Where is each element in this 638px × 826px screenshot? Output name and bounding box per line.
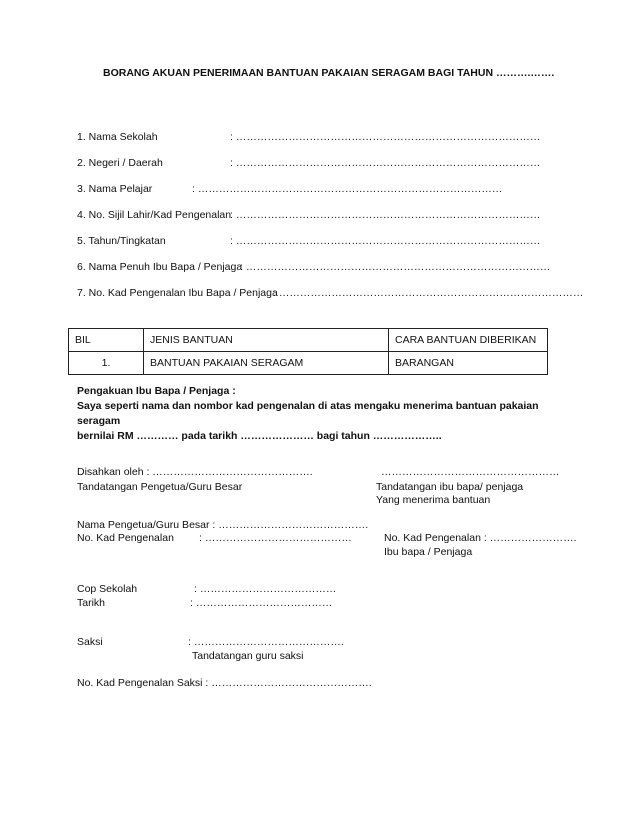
aid-table [68,328,548,375]
no-kp-pengetua-field[interactable]: : …………………………………… [199,532,352,544]
table-cell-cara-bantuan: BARANGAN [389,352,548,375]
nama-pengetua-field[interactable]: Nama Pengetua/Guru Besar : ……………………………………. [77,519,369,531]
table-row [69,352,548,375]
field-label-nama-ibu-bapa: 6. Nama Penuh Ibu Bapa / Penjaga [77,261,243,273]
ibu-bapa-penjaga-label: Ibu bapa / Penjaga [384,546,473,558]
field-label-nama-sekolah: 1. Nama Sekolah [77,131,158,143]
declaration-line-2: bernilai RM ………… pada tarikh ………………… bagi tahun ……………….. [77,430,442,442]
field-label-tahun-tingkatan: 5. Tahun/Tingkatan [77,235,166,247]
table-cell-jenis-bantuan: BANTUAN PAKAIAN SERAGAM [144,352,389,375]
tarikh-field[interactable]: : ………………………………… [190,597,333,609]
declaration-block [77,384,552,444]
no-kp-penjaga-field[interactable]: No. Kad Pengenalan : ……………………. [384,532,577,544]
field-label-negeri-daerah: 2. Negeri / Daerah [77,157,163,169]
field-value-negeri-daerah[interactable]: : …………………………………………………………………………… [230,157,541,169]
table-cell-bil: 1. [69,352,144,375]
cop-sekolah-label: Cop Sekolah [77,583,138,595]
penerima-signature-line[interactable]: …………………………………………… [381,466,560,478]
saksi-field[interactable]: : ……………………………………. [188,636,344,648]
cop-sekolah-field[interactable]: : ………………………………… [194,583,337,595]
no-kp-pengetua-label: No. Kad Pengenalan [77,532,174,544]
ttd-penerima-label-1: Tandatangan ibu bapa/ penjaga [376,481,524,493]
declaration-line-1: Saya seperti nama dan nombor kad pengenalan di atas mengaku menerima bantuan pakaian seragam [77,400,539,427]
tarikh-label: Tarikh [77,597,106,609]
field-label-sijil-lahir: 4. No. Sijil Lahir/Kad Pengenalan [77,209,232,221]
saksi-label: Saksi [77,636,103,648]
field-value-sijil-lahir[interactable]: : …………………………………………………………………………… [230,209,541,221]
field-value-nama-sekolah[interactable]: : …………………………………………………………………………… [230,131,541,143]
table-header-row [69,329,548,352]
form-title: BORANG AKUAN PENERIMAAN BANTUAN PAKAIAN SERAGAM BAGI TAHUN ……….……. [103,67,555,79]
no-kp-saksi-field[interactable]: No. Kad Pengenalan Saksi : ………………………………………. [77,677,372,689]
declaration-heading: Pengakuan Ibu Bapa / Penjaga : [77,385,236,397]
field-value-kp-ibu-bapa[interactable]: : …………………………………………………………………………… [273,287,584,299]
field-label-kp-ibu-bapa: 7. No. Kad Pengenalan Ibu Bapa / Penjaga [77,287,278,299]
field-value-nama-ibu-bapa[interactable]: : …………………………………………………………………………… [240,261,551,273]
table-header-jenis-bantuan: JENIS BANTUAN [144,329,389,352]
field-label-nama-pelajar: 3. Nama Pelajar [77,183,153,195]
ttd-penerima-label-2: Yang menerima bantuan [376,494,491,506]
field-value-nama-pelajar[interactable]: : …………………………………………………………………………… [192,183,503,195]
ttd-saksi-label: Tandatangan guru saksi [192,650,304,662]
table-header-cara-bantuan: CARA BANTUAN DIBERIKAN [389,329,548,352]
disahkan-oleh-field[interactable]: Disahkan oleh : ………………………………………. [77,466,313,478]
field-value-tahun-tingkatan[interactable]: : …………………………………………………………………………… [230,235,541,247]
ttd-guru-besar-label: Tandatangan Pengetua/Guru Besar [77,481,243,493]
table-header-bil: BIL [69,329,144,352]
